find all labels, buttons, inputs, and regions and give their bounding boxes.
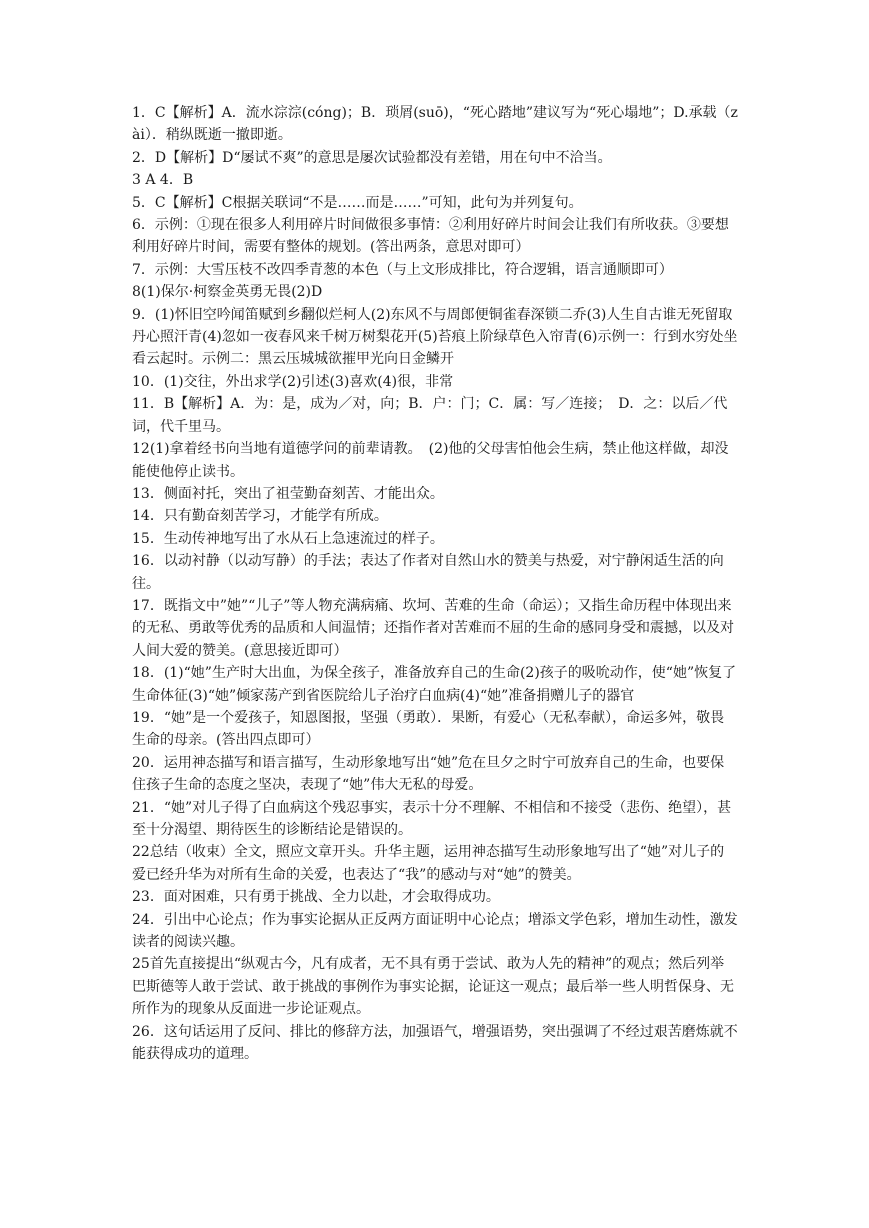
answer-13: 13．侧面衬托，突出了祖莹勤奋刻苦、才能出众。 (132, 485, 444, 502)
answer-12: 12(1)拿着经书向当地有道德学问的前辈请教。 (2)他的父母害怕他会生病，禁止他这样做，却没能使他停止读书。 (132, 441, 729, 480)
answer-26: 26．这句话运用了反问、排比的修辞方法，加强语气，增强语势，突出强调了不经过艰苦磨炼就不能获得成功的道理。 (132, 1023, 738, 1063)
answer-21: 21．“她”对儿子得了白血病这个残忍事实，表示十分不理解、不相信和不接受（悲伤、绝望），甚至十分渴望、期待医生的诊断结论是错误的。 (132, 799, 732, 838)
answer-9: 9．(1)怀旧空吟闻笛赋到乡翻似烂柯人(2)东风不与周郎便铜雀春深锁二乔(3)人生自古谁无死留取丹心照汗青(4)忽如一夜春风来千树万树梨花开(5)苔痕上阶绿草色入帘青(6)示例一：行到水穷处坐看云起时。示例二：黑云压城城欲摧甲光向日金鳞开 (132, 306, 738, 368)
answer-10: 10．(1)交往，外出求学(2)引述(3)喜欢(4)很，非常 (132, 373, 454, 390)
answer-15: 15．生动传神地写出了水从石上急速流过的样子。 (132, 530, 444, 547)
answer-16: 16．以动衬静（以动写静）的手法；表达了作者对自然山水的赞美与热爱，对宁静闲适生活的向往。 (132, 553, 724, 592)
answer-2: 2．D【解析】D“屡试不爽”的意思是屡次试验都没有差错，用在句中不洽当。 (132, 149, 612, 166)
answer-3-4: 3 A 4．B (132, 172, 194, 189)
answer-24: 24．引出中心论点；作为事实论据从正反两方面证明中心论点；增添文学色彩，增加生动性，激发读者的阅读兴趣。 (132, 911, 738, 951)
answer-18: 18．(1)“她”生产时大出血，为保全孩子，准备放弃自己的生命(2)孩子的吸吮动作，使“她”恢复了生命体征(3)“她”倾家荡产到省医院给儿子治疗白血病(4)“她”准备捐赠儿子的器官 (132, 665, 737, 704)
answer-19: 19．“她”是一个爱孩子，知恩图报，坚强（勇敢）．果断，有爱心（无私奉献），命运多舛，敬畏生命的母亲。(答出四点即可） (132, 709, 725, 749)
answer-key-text (132, 102, 738, 1065)
answer-11: 11．B【解析】A．为：是，成为／对，向；B．户：门；C．属：写／连接； D．之：以后／代词，代千里马。 (132, 396, 728, 435)
answer-6: 6．示例：①现在很多人利用碎片时间做很多事情：②利用好碎片时间会让我们有所收获。③要想利用好碎片时间，需要有整体的规划。(答出两条，意思对即可） (132, 217, 729, 256)
answer-14: 14．只有勤奋刻苦学习，才能学有所成。 (132, 508, 388, 525)
answer-20: 20．运用神态描写和语言描写，生动形象地写出“她”危在旦夕之时宁可放弃自己的生命，也要保住孩子生命的态度之坚决，表现了“她”伟大无私的母爱。 (132, 754, 725, 794)
answer-1: 1．C【解析】A．流水淙淙(cóng)；B．琐屑(suō)，“死心踏地”建议写为“死心塌地”；D.承载（zài）．稍纵既逝一撤即逝。 (132, 105, 738, 144)
answer-17: 17．既指文中”她”“儿子”等人物充满病痛、坎坷、苦难的生命（命运）；又指生命历程中体现出来的无私、勇敢等优秀的品质和人间温情；还指作者对苦难而不屈的生命的感同身受和震撼，以及对人间大爱的赞美。(意思接近即可） (132, 597, 734, 659)
answer-23: 23．面对困难，只有勇于挑战、全力以赴，才会取得成功。 (132, 889, 500, 906)
answer-8: 8(1)保尔·柯察金英勇无畏(2)D (132, 284, 323, 301)
answer-5: 5．C【解析】C根据关联词“不是……而是……”可知，此句为并列复句。 (132, 194, 583, 211)
answer-22: 22总结（收束）全文，照应文章开头。升华主题，运用神态描写生动形象地写出了“她”对儿子的爱已经升华为对所有生命的关爱，也表达了“我”的感动与对“她”的赞美。 (132, 844, 725, 883)
answer-25: 25首先直接提出“纵观古今，凡有成者，无不具有勇于尝试、敢为人先的精神”的观点；然后列举巴斯德等人敢于尝试、敢于挑战的事例作为事实论据，论证这一观点；最后举一些人明哲保身、无所作为的现象从反面进一步论证观点。 (132, 956, 734, 1018)
answer-7: 7．示例：大雪压枝不改四季青葱的本色（与上文形成排比，符合逻辑，语言通顺即可） (132, 261, 673, 278)
